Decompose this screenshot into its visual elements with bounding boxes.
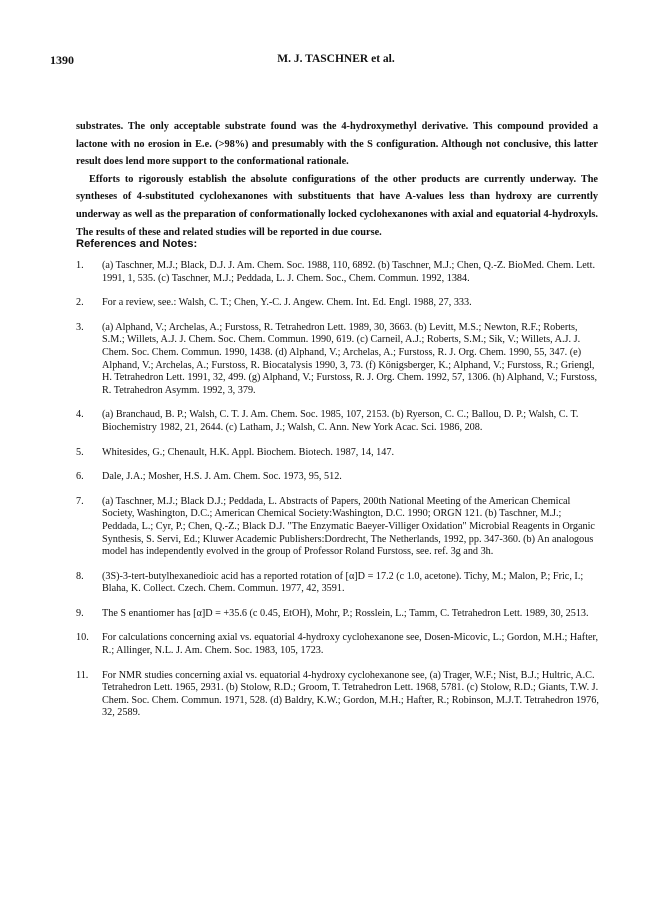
reference-item bbox=[76, 322, 600, 398]
page-header bbox=[50, 53, 622, 73]
reference-item bbox=[76, 471, 600, 484]
reference-text: For calculations concerning axial vs. equatorial 4-hydroxy cyclohexanone see, Dosen-Micovic, L.; Gordon, M.H.; Hafter, R.; Allinger, N.L. J. Am. Chem. Soc. 1983, 105, 1723. bbox=[102, 632, 599, 657]
reference-item bbox=[76, 447, 600, 460]
references-list bbox=[76, 260, 600, 732]
reference-text: (a) Alphand, V.; Archelas, A.; Furstoss, R. Tetrahedron Lett. 1989, 30, 3663. (b) Levitt, M.S.; Newton, R.F.; Roberts, S.M.; Willets, A.J. J. Chem. Soc. Chem. Commun. 1990, 619. (c) Carneil, A.J.; Roberts, S.M.; Sik, V.; Willets, A.J. J. Chem. Soc. Chem. Commun. 1990, 1438. (d) Alphand, V.; Archelas, A.; Furstoss, R. J. Org. Chem. 1990, 55, 347. (e) Alphand, V.; Archelas, A.; Furstoss, R. Biocatalysis 1990, 3, 73. (f) Königsberger, K.; Alphand, V.; Furstoss, R.; Griengl, H. Tetrahedron Lett. 1991, 32, 499. (g) Alphand, V.; Furstoss, R. J. Org. Chem. 1992, 57, 1306. (h) Alphand, V.; Furstoss, R. Tetrahedron Asymm. 1992, 3, 379. bbox=[102, 321, 598, 396]
reference-item bbox=[76, 297, 600, 310]
page-number: 1390 bbox=[50, 53, 74, 67]
reference-item bbox=[76, 260, 600, 285]
reference-number: 1. bbox=[76, 260, 84, 271]
reference-number: 5. bbox=[76, 446, 84, 458]
reference-number: 2. bbox=[76, 297, 84, 309]
reference-number: 8. bbox=[76, 570, 84, 582]
reference-text: (a) Branchaud, B. P.; Walsh, C. T. J. Am. Chem. Soc. 1985, 107, 2153. (b) Ryerson, C. C.; Ballou, D. P.; Walsh, C. T. Biochemistry 1982, 21, 2644. (c) Latham, J.; Walsh, C. Ann. New York Acac. Sci. 1986, 208. bbox=[102, 409, 579, 433]
reference-text: Dale, J.A.; Mosher, H.S. J. Am. Chem. Soc. 1973, 95, 512. bbox=[102, 471, 342, 483]
reference-number: 7. bbox=[76, 495, 84, 507]
reference-item bbox=[76, 571, 600, 596]
reference-item bbox=[76, 409, 600, 434]
reference-text: For NMR studies concerning axial vs. equatorial 4-hydroxy cyclohexanone see, (a) Trager, W.F.; Nist, B.J.; Hultric, A.C. Tetrahedron Lett. 1965, 2931. (b) Stolow, R.D.; Groom, T. Tetrahedron Lett. 1968, 5781. (c) Stolow, R.D.; Giants, T.W. J. Chem. Soc. Chem. Commun. 1971, 528. (d) Baldry, K.W.; Gordon, M.H.; Hafter, R.; Robinson, M.J.T. Tetrahedron 1976, 32, 2589. bbox=[102, 669, 599, 719]
reference-text: (3S)-3-tert-butylhexanedioic acid has a reported rotation of [α]D = 17.2 (c 1.0, acetone). Tichy, M.; Malon, P.; Fric, I.; Blaha, K. Collect. Czech. Chem. Commun. 1977, 42, 3591. bbox=[102, 570, 584, 595]
body-text bbox=[76, 118, 598, 241]
reference-text: The S enantiomer has [α]D = +35.6 (c 0.45, EtOH), Mohr, P.; Rosslein, L.; Tamm, C. Tetrahedron Lett. 1989, 30, 2513. bbox=[102, 607, 589, 619]
reference-number: 9. bbox=[76, 607, 84, 619]
reference-number: 3. bbox=[76, 321, 84, 333]
references-heading: References and Notes: bbox=[76, 238, 198, 250]
reference-item bbox=[76, 632, 600, 657]
reference-text: (a) Taschner, M.J.; Black D.J.; Peddada, L. Abstracts of Papers, 200th National Meeting of the American Chemical Society, Washington, D.C.; American Chemical Society:Washington, D.C. 1990; ORGN 121. (b) Taschner, M.J.; Peddada, L.; Cyr, P.; Chen, Q.-Z.; Black D.J. "The Enzymatic Baeyer-Villiger Oxidation" Microbial Reagents in Organic Synthesis, S. Servi, Ed.; Kluwer Academic Publishers:Dordrecht, The Netherlands, 1992, pp. 347-360. (b) An analogous model has independently evolved in the group of Professor Roland Furstoss, see. ref. 3g and 3h. bbox=[102, 495, 595, 558]
paragraph: substrates. The only acceptable substrate found was the 4-hydroxymethyl derivative. This compound provided a lactone with no erosion in E.e. (>98%) and presumably with the S configuration. Although not conclusive, this latter result does lend more support to the conformational rationale. bbox=[76, 121, 598, 168]
reference-text: (a) Taschner, M.J.; Black, D.J. J. Am. Chem. Soc. 1988, 110, 6892. (b) Taschner, M.J.; Chen, Q.-Z. BioMed. Chem. Lett. 1991, 1, 535. (c) Taschner, M.J.; Peddada, L. J. Chem. Soc., Chem. Commun. 1992, 1384. bbox=[102, 260, 596, 284]
paragraph: Efforts to rigorously establish the absolute configurations of the other products are currently underway. The syntheses of 4-substituted cyclohexanones with substituents that have A-values less than hydroxy are currently underway as well as the preparation of conformationally locked cyclohexanones with axial and equatorial 4-hydroxyls. The results of these and related studies will be reported in due course. bbox=[76, 173, 598, 238]
reference-item bbox=[76, 496, 600, 559]
running-head: M. J. TASCHNER et al. bbox=[277, 53, 395, 65]
reference-item bbox=[76, 670, 600, 720]
reference-number: 10. bbox=[76, 632, 89, 644]
reference-number: 4. bbox=[76, 409, 84, 421]
reference-number: 11. bbox=[76, 669, 89, 681]
reference-item bbox=[76, 608, 600, 621]
reference-number: 6. bbox=[76, 471, 84, 483]
reference-text: Whitesides, G.; Chenault, H.K. Appl. Biochem. Biotech. 1987, 14, 147. bbox=[102, 446, 395, 458]
reference-text: For a review, see.: Walsh, C. T.; Chen, Y.-C. J. Angew. Chem. Int. Ed. Engl. 1988, 27, 333. bbox=[102, 297, 472, 309]
